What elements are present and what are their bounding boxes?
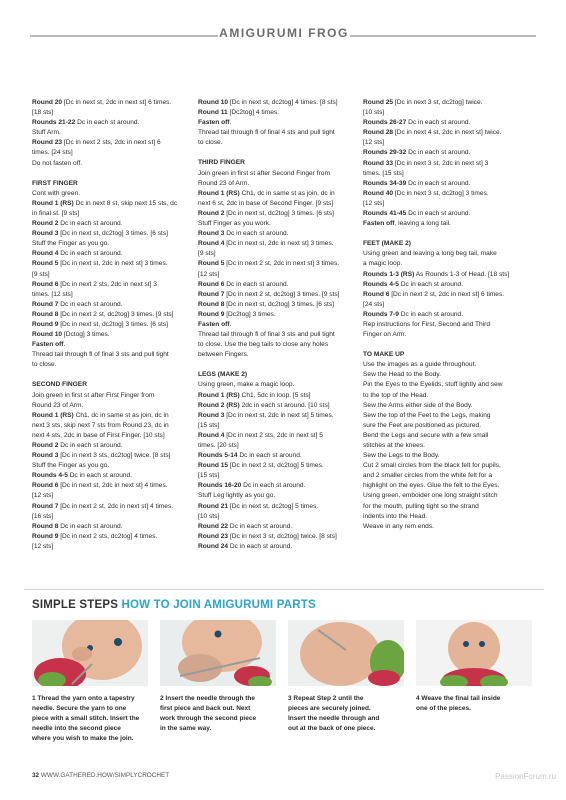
round-label: Rounds 4-5: [363, 280, 399, 288]
pattern-column-3: [363, 98, 533, 532]
round-label: Fasten off: [198, 320, 230, 328]
text-line: [10 sts]: [363, 109, 385, 117]
instruction-line: [32, 229, 190, 239]
instruction-line: [32, 300, 190, 310]
round-label: Round 5: [198, 260, 225, 268]
round-text: 2dc in each st around. [10 sts]: [239, 401, 330, 409]
round-text: [Dc in next 3 st, 2dc in next st] 3: [393, 159, 489, 167]
text-line: and 2 smaller circles from the white felt for a: [363, 472, 492, 480]
round-label: Round 5: [32, 260, 59, 268]
round-label: Round 2 (RS): [198, 401, 240, 409]
round-label: Round 2: [32, 442, 59, 449]
round-text: [Dc in next 2 st, dc2tog] 5 times.: [228, 462, 324, 470]
round-text: [Dc in next 4 st, 2dc in next st] twice.: [393, 129, 502, 137]
caption-line: piece with a small stitch. Insert the: [32, 715, 140, 722]
spacer: [32, 370, 190, 380]
instruction-line: [363, 310, 533, 320]
instruction-line: [198, 431, 356, 441]
round-label: Round 10: [32, 331, 63, 339]
round-text: [Dc in next 3 st, dc2tog] twice. [8 sts]: [228, 532, 337, 540]
text-line: Rep instructions for First, Second and Third: [363, 320, 491, 328]
text-line: [10 sts]: [198, 512, 220, 520]
section-title: AMIGURUMI FROG: [219, 26, 349, 40]
instruction-line: [32, 310, 190, 320]
text-line: Stuff the Finger as you go.: [32, 462, 110, 470]
round-label: Round 15: [198, 462, 229, 470]
round-label: Round 7: [198, 290, 225, 298]
caption-line: work through the second piece: [160, 715, 257, 722]
round-text: Dc in each st around.: [406, 210, 471, 218]
round-label: Round 23: [32, 139, 63, 147]
round-label: Round 24: [198, 542, 229, 550]
instruction-line: [32, 340, 190, 350]
step-3-caption: [288, 694, 408, 734]
section-heading: LEGS (MAKE 2): [198, 371, 248, 379]
caption-line: in the same way.: [160, 725, 212, 732]
instruction-line: [32, 199, 190, 209]
round-text: Dc in each st around.: [224, 280, 289, 288]
text-line: [12 sts]: [363, 139, 385, 147]
instruction-line: [363, 280, 533, 290]
instruction-line: [363, 219, 533, 229]
text-line: Join green in first st after First Finger from: [32, 391, 155, 399]
step-2-photo: [160, 620, 276, 686]
round-text: As Rounds 1-3 of Head. [18 sts]: [414, 270, 510, 278]
step-1-photo: [32, 620, 148, 686]
round-text: Ch1, 5dc in loop. [5 sts]: [239, 391, 311, 399]
instruction-line: [198, 98, 356, 108]
text-line: next 3 sts, skip next 7 sts from Round 23, dc in: [32, 421, 169, 429]
instruction-line: [198, 451, 356, 461]
instruction-line: [32, 471, 190, 481]
round-text: Dc in each st around.: [58, 300, 123, 308]
round-text: [Dc2tog] 3 times.: [224, 310, 276, 318]
instruction-line: [198, 532, 356, 542]
round-label: Round 6: [198, 280, 225, 288]
instruction-line: [32, 259, 190, 269]
instruction-line: [32, 219, 190, 229]
text-line: to close. Use the beg tails to close any holes: [198, 341, 329, 349]
round-text: Dc in each st around.: [228, 522, 293, 530]
round-text: [Dc in next st, dc2tog] 4 times. [8 sts]: [228, 99, 338, 106]
round-label: Round 6: [32, 482, 59, 490]
text-line: times. [12 sts]: [32, 290, 73, 298]
round-text: [Dc in next 3 sts, dc2tog] twice. [8 sts]: [58, 452, 171, 460]
round-text: Dc in each st around.: [241, 482, 306, 490]
instruction-line: [363, 270, 533, 280]
instruction-line: [363, 290, 533, 300]
text-line: indents into the Head.: [363, 512, 428, 520]
caption-line: 4 Weave the final tail inside: [416, 695, 501, 702]
text-line: [16 sts]: [32, 512, 54, 520]
instruction-line: [32, 249, 190, 259]
caption-line: where you wish to make the join.: [32, 735, 134, 742]
round-label: Round 3: [198, 411, 225, 419]
text-line: a magic loop.: [363, 260, 403, 268]
text-line: Thread tail through fl of final 3 sts and pull tight: [198, 331, 335, 339]
text-line: Sew the Legs to the Body.: [363, 452, 440, 460]
round-text: Ch1, dc in same st as join, dc in: [73, 411, 169, 419]
instruction-line: [363, 179, 533, 189]
caption-line: 2 Insert the needle through the: [160, 695, 255, 702]
round-text: .: [229, 320, 232, 328]
text-line: stitches at the knees.: [363, 442, 425, 449]
round-label: Round 3: [32, 452, 59, 460]
instruction-line: [198, 290, 356, 300]
text-line: Thread tail through fl of final 3 sts and pull tight: [32, 351, 169, 359]
round-label: Rounds 1-3 (RS): [363, 270, 415, 278]
caption-line: 3 Repeat Step 2 until the: [288, 695, 364, 702]
text-line: Using green, make a magic loop.: [198, 381, 295, 389]
steps-heading-subtitle: HOW TO JOIN AMIGURUMI PARTS: [121, 599, 316, 611]
instruction-line: [198, 320, 356, 330]
round-text: Dc in each st around.: [58, 522, 123, 530]
instruction-line: [198, 118, 356, 128]
step-4-caption: [416, 694, 536, 714]
round-label: Round 1 (RS): [198, 189, 240, 197]
round-text: [Dc in next 2 sts, dc2tog] 4 times.: [58, 532, 158, 540]
text-line: Do not fasten off.: [32, 159, 83, 167]
caption-line: Insert the needle through and: [288, 715, 380, 722]
text-line: [24 sts]: [363, 300, 385, 308]
round-label: Round 9: [32, 320, 59, 328]
instruction-line: [32, 280, 190, 290]
text-line: [15 sts]: [198, 472, 220, 480]
footer-url: WWW.GATHERED.HOW/SIMPLYCROCHET: [40, 772, 170, 779]
step-3-photo: [288, 620, 404, 686]
round-label: Round 10: [198, 99, 229, 106]
round-text: [Dc in next 2 st, 2dc in next st] 3 times.: [224, 260, 340, 268]
caption-line: pieces are securely joined.: [288, 705, 371, 712]
text-line: times. [20 sts]: [198, 442, 239, 449]
round-label: Round 33: [363, 159, 394, 167]
step-1-caption: [32, 694, 152, 744]
round-text: [Dc in next 3 st, dc2tog] 3 times.: [393, 189, 489, 197]
instruction-line: [198, 461, 356, 471]
round-text: [Dc in next 3 st, dc2tog] twice.: [393, 99, 483, 106]
text-line: times. [15 sts]: [363, 169, 404, 177]
caption-line: needle. Secure the yarn to one: [32, 705, 127, 712]
text-line: Round 23 of Arm.: [198, 179, 250, 187]
text-line: sure the Feet are positioned as pictured.: [363, 421, 482, 429]
text-line: [9 sts]: [32, 270, 50, 278]
round-text: Dc in each st around.: [406, 119, 471, 127]
text-line: Sew the top of the Feet to the Legs, making: [363, 411, 491, 419]
text-line: Stuff Arm.: [32, 129, 61, 137]
round-label: Round 4: [198, 431, 225, 439]
text-line: Thread tail through fl of final 4 sts and pull tight: [198, 129, 335, 137]
round-text: [Dc in next st, 2dc in next st] 3 times.: [224, 240, 334, 248]
round-label: Round 1 (RS): [32, 411, 74, 419]
round-text: [Dctog] 3 times.: [62, 331, 110, 339]
round-text: Dc in each st around.: [406, 179, 471, 187]
round-text: [Dc in next 2 st, dc2tog] 3 times. [9 sts]: [58, 310, 174, 318]
instruction-line: [198, 391, 356, 401]
instruction-line: [198, 481, 356, 491]
spacer: [363, 229, 533, 239]
round-text: [Dc in next 2 st, dc2tog] 3 times. [9 sts]: [224, 290, 340, 298]
instruction-line: [198, 542, 356, 552]
steps-heading-label: SIMPLE STEPS: [32, 599, 119, 611]
text-line: [12 sts]: [363, 199, 385, 207]
round-text: [Dc in next 2 sts, 2dc in next st] 6: [62, 139, 161, 147]
instruction-line: [32, 451, 190, 461]
round-text: [Dc in next st, 2dc in next st] 3 times.: [58, 260, 168, 268]
round-label: Rounds 34-39: [363, 179, 407, 187]
text-line: Use the images as a guide throughout.: [363, 361, 477, 369]
instruction-line: [32, 532, 190, 542]
round-label: Rounds 7-9: [363, 310, 399, 318]
round-label: Round 1 (RS): [198, 391, 240, 399]
steps-heading: [32, 599, 316, 611]
text-line: Sew the Head to the Body.: [363, 371, 441, 379]
caption-line: one of the pieces.: [416, 705, 471, 712]
round-text: [Dc in next st, dc2tog] 3 times. [6 sts]: [224, 209, 334, 217]
round-label: Round 28: [363, 129, 394, 137]
step-2-caption: [160, 694, 280, 734]
round-label: Round 6: [32, 280, 59, 288]
text-line: Stuff Finger as you work.: [198, 220, 271, 228]
section-heading: THIRD FINGER: [198, 159, 245, 167]
round-label: Round 9: [198, 310, 225, 318]
instruction-line: [198, 189, 356, 199]
round-label: Round 8: [32, 310, 59, 318]
section-heading: SECOND FINGER: [32, 381, 87, 389]
text-line: Bend the Legs and secure with a few small: [363, 431, 489, 439]
page-footer: [32, 772, 169, 779]
instruction-line: [32, 411, 190, 421]
text-line: for the mouth, pulling tight so the strand: [363, 502, 479, 510]
text-line: to the top of the Head.: [363, 391, 429, 399]
text-line: [9 sts]: [198, 250, 216, 258]
header-rule-right: [350, 35, 536, 37]
instruction-line: [32, 320, 190, 330]
instruction-line: [198, 401, 356, 411]
round-text: [Dc in next st, dc2tog] 3 times. [6 sts]: [224, 300, 334, 308]
text-line: Cut 2 small circles from the black felt for pupils,: [363, 462, 501, 470]
round-text: .: [229, 119, 232, 127]
round-label: Rounds 26-27: [363, 119, 407, 127]
text-line: Finger on Arm.: [363, 331, 407, 339]
instruction-line: [198, 280, 356, 290]
round-text: Dc in each st around.: [398, 280, 464, 288]
round-text: Dc in each st around.: [58, 220, 123, 228]
round-text: .: [63, 341, 66, 349]
caption-line: out at the back of one piece.: [288, 725, 376, 732]
round-text: [Dc in next 2 sts, 2dc in next st] 5: [224, 431, 323, 439]
text-line: highlight on the eyes. Glue the felt to the Eyes.: [363, 482, 500, 490]
round-text: Dc in each st around.: [228, 542, 293, 550]
text-line: Cont with green.: [32, 189, 81, 197]
text-line: Join green in first st after Second Finger from: [198, 169, 330, 177]
round-text: Dc in each st around.: [75, 119, 140, 127]
round-label: Round 3: [198, 230, 225, 238]
caption-line: 1 Thread the yarn onto a tapestry: [32, 695, 135, 702]
round-label: Round 22: [198, 522, 229, 530]
round-text: [Dc in next st, dc2tog] 3 times. [6 sts]: [58, 230, 168, 238]
caption-line: first piece and back out. Next: [160, 705, 251, 712]
page-header: [0, 18, 566, 54]
instruction-line: [198, 259, 356, 269]
instruction-line: [198, 229, 356, 239]
section-heading: FIRST FINGER: [32, 179, 78, 187]
round-text: [Dc2tog] 4 times.: [227, 109, 279, 117]
instruction-line: [32, 330, 190, 340]
round-label: Round 23: [198, 532, 229, 540]
round-text: [Dc in next 2 sts, 2dc in next st] 3: [58, 280, 157, 288]
section-heading: FEET (MAKE 2): [363, 240, 411, 248]
round-text: [Dc in next st, 2dc in next st] 4 times.: [58, 482, 168, 490]
instruction-line: [198, 310, 356, 320]
instruction-line: [363, 98, 533, 108]
round-label: Round 4: [32, 250, 59, 258]
text-line: Using green and leaving a long beg tail, make: [363, 250, 497, 258]
text-line: between Fingers.: [198, 351, 249, 359]
pattern-column-2: [198, 98, 356, 552]
round-text: [Dc in next st, 2dc in next st] 5 times.: [224, 411, 334, 419]
round-label: Round 9: [32, 532, 59, 540]
simple-steps-panel: [24, 589, 544, 760]
instruction-line: [363, 189, 533, 199]
page-number: 32: [32, 772, 40, 779]
step-4-photo: [416, 620, 532, 686]
round-text: Dc in each st around.: [406, 149, 471, 157]
round-text: , leaving a long tail.: [394, 220, 451, 228]
round-text: Dc in next 8 st, skip next 15 sts, dc: [73, 199, 178, 207]
instruction-line: [32, 441, 190, 451]
text-line: [18 sts]: [32, 109, 54, 117]
round-text: [Dc in next st, dc2tog] 3 times. [6 sts]: [58, 320, 168, 328]
round-label: Round 3: [32, 230, 59, 238]
round-label: Fasten off: [363, 220, 395, 228]
caption-line: needle into the second piece: [32, 725, 121, 732]
instruction-line: [363, 159, 533, 169]
text-line: [12 sts]: [32, 492, 54, 500]
round-text: Ch1, dc in same st as join, dc in: [239, 189, 335, 197]
round-label: Round 8: [32, 522, 59, 530]
round-label: Round 11: [198, 109, 228, 117]
pattern-column-1: [32, 98, 190, 552]
text-line: to close.: [198, 139, 223, 147]
round-label: Fasten off: [32, 341, 64, 349]
round-label: Fasten off: [198, 119, 230, 127]
text-line: Pin the Eyes to the Eyelids, stuff lightly and sew: [363, 381, 503, 389]
instruction-line: [363, 209, 533, 219]
round-text: Dc in each st around.: [67, 472, 133, 480]
spacer: [198, 148, 356, 158]
header-rule-left: [30, 35, 218, 37]
instruction-line: [198, 522, 356, 532]
spacer: [32, 169, 190, 179]
round-label: Round 7: [32, 502, 59, 510]
text-line: [12 sts]: [32, 542, 54, 550]
round-label: Round 2: [198, 209, 225, 217]
instruction-line: [363, 128, 533, 138]
text-line: Using green, emboider one long straight stitch: [363, 492, 498, 500]
round-label: Round 21: [198, 502, 229, 510]
instruction-line: [198, 239, 356, 249]
text-line: [15 sts]: [198, 421, 220, 429]
round-text: Dc in each st around.: [224, 230, 289, 238]
instruction-line: [32, 481, 190, 491]
round-label: Round 25: [363, 99, 394, 106]
instruction-line: [363, 148, 533, 158]
text-line: Round 23 of Arm.: [32, 401, 84, 409]
round-label: Round 4: [198, 240, 225, 248]
round-label: Round 20: [32, 99, 63, 106]
instruction-line: [32, 522, 190, 532]
round-label: Round 1 (RS): [32, 199, 74, 207]
round-label: Rounds 21-22: [32, 119, 76, 127]
round-label: Round 7: [32, 300, 59, 308]
section-heading: TO MAKE UP: [363, 351, 405, 359]
text-line: Stuff Leg lightly as you go.: [198, 492, 276, 500]
round-text: Dc in each st around.: [58, 442, 123, 449]
text-line: [12 sts]: [198, 270, 220, 278]
round-text: Dc in each st around.: [398, 310, 464, 318]
text-line: to close.: [32, 361, 57, 369]
round-label: Round 6: [363, 290, 390, 298]
text-line: Weave in any rem ends.: [363, 522, 434, 530]
round-text: [Dc in next st, dc2tog] 5 times.: [228, 502, 319, 510]
round-label: Round 40: [363, 189, 394, 197]
instruction-line: [32, 118, 190, 128]
instruction-line: [198, 209, 356, 219]
instruction-line: [32, 502, 190, 512]
round-label: Rounds 41-45: [363, 210, 407, 218]
round-text: Dc in each st around.: [58, 250, 123, 258]
round-label: Rounds 4-5: [32, 472, 68, 480]
round-label: Rounds 16-20: [198, 482, 242, 490]
text-line: times. [24 sts]: [32, 149, 73, 157]
instruction-line: [32, 98, 190, 108]
instruction-line: [32, 138, 190, 148]
round-text: [Dc in next st, 2dc in next st] 6 times.: [62, 99, 172, 106]
round-text: [Dc in next 2 st, 2dc in next st] 6 times.: [389, 290, 505, 298]
spacer: [363, 340, 533, 350]
text-line: next 4 sts, 2dc in base of First Finger. [10 sts]: [32, 431, 165, 439]
text-line: in final st. [9 sts]: [32, 209, 80, 217]
round-text: Dc in each st around.: [237, 452, 302, 460]
instruction-line: [363, 118, 533, 128]
round-label: Round 8: [198, 300, 225, 308]
round-label: Rounds 5-14: [198, 452, 238, 460]
round-text: [Dc in next 2 st, 2dc in next st] 4 times.: [58, 502, 174, 510]
instruction-line: [198, 411, 356, 421]
round-label: Round 2: [32, 220, 59, 228]
spacer: [198, 360, 356, 370]
instruction-line: [198, 502, 356, 512]
text-line: Sew the Arms either side of the Body.: [363, 401, 473, 409]
round-label: Rounds 29-32: [363, 149, 407, 157]
watermark: PassionForum.ru: [495, 772, 556, 781]
text-line: Stuff the Finger as you go.: [32, 240, 110, 248]
instruction-line: [198, 108, 356, 118]
text-line: next 6 st, 2dc in base of Second Finger. [9 sts]: [198, 199, 334, 207]
instruction-line: [198, 300, 356, 310]
